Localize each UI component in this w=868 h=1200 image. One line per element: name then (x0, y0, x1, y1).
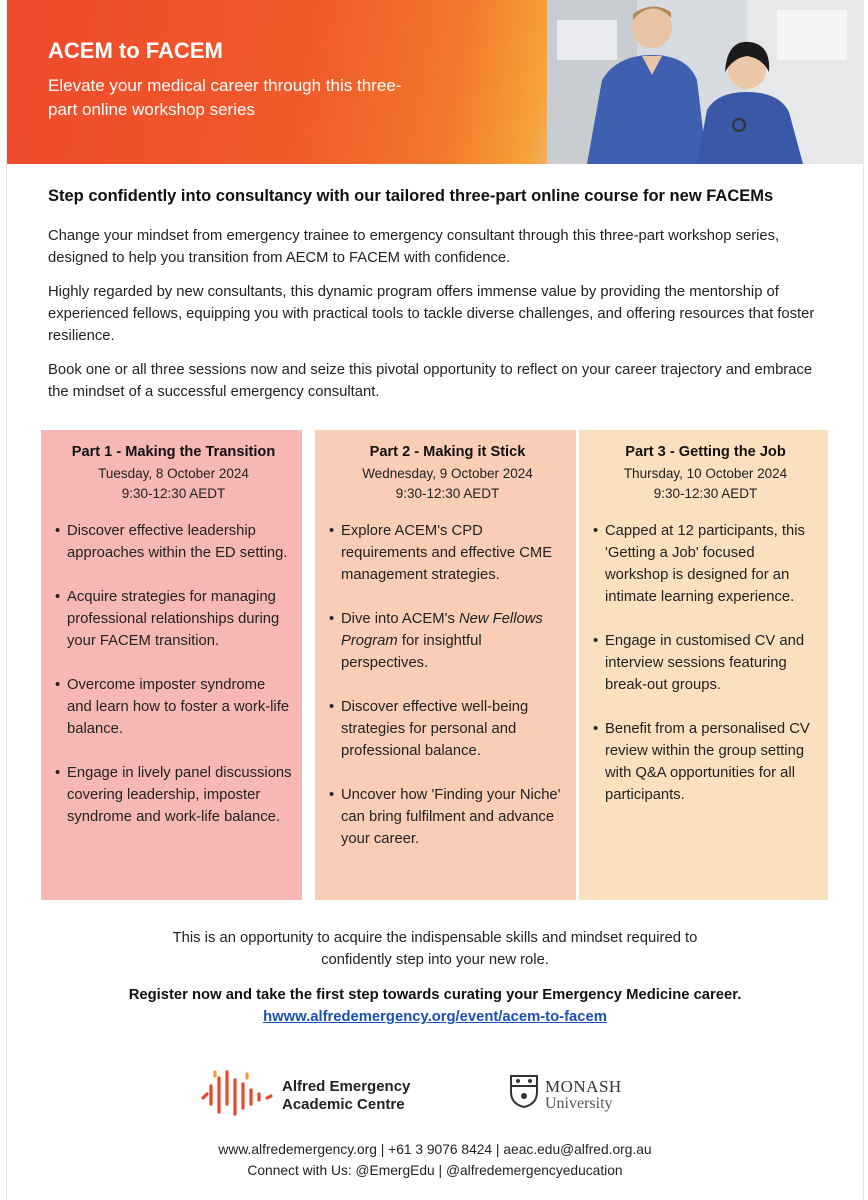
intro-paragraph-1: Change your mindset from emergency trainee to emergency consultant through this three-part workshop series, designed to help you transition from AECM to FACEM with confidence. (48, 228, 780, 266)
monash-logo-name: MONASH (545, 1077, 622, 1096)
footer-contact: www.alfredemergency.org | +61 3 9076 8424 | aeac.edu@alfred.org.au (218, 1142, 652, 1157)
part-1-time: 9:30-12:30 AEDT (121, 486, 226, 501)
part-1-card (41, 430, 302, 900)
intro-paragraph-2: Highly regarded by new consultants, this dynamic program offers immense value by providing the mentorship of experienced fellows, equipping you with practical tools to tackle diverse challenges, and offering resources that foster resilience. (48, 284, 815, 344)
part-3-date: Thursday, 10 October 2024 (623, 466, 788, 481)
banner-subtitle: Elevate your medical career through this three-part online workshop series (48, 76, 402, 119)
list-item: • Benefit from a personalised CV review within the group setting with Q&A opportunities for all participants. (605, 718, 818, 806)
part-3-list (593, 520, 818, 806)
footer-social: Connect with Us: @EmergEdu | @alfredemergencyeducation (247, 1163, 623, 1178)
intro-paragraph-3: Book one or all three sessions now and seize this pivotal opportunity to reflect on your career trajectory and embrace the mindset of a successful emergency consultant. (48, 362, 813, 400)
list-item: • Overcome imposter syndrome and learn how to foster a work-life balance. (67, 674, 292, 740)
part-1-list (55, 520, 292, 828)
part-2-time: 9:30-12:30 AEDT (395, 486, 500, 501)
list-item: • Capped at 12 participants, this 'Getting a Job' focused workshop is designed for an intimate learning experience. (605, 520, 818, 608)
program-name: New Fellows Program (341, 611, 543, 649)
list-item: • Acquire strategies for managing professional relationships during your FACEM transition. (67, 586, 292, 652)
monash-logo (509, 1074, 622, 1113)
list-item: • Explore ACEM's CPD requirements and effective CME management strategies. (341, 520, 566, 586)
alfred-logo (197, 1064, 411, 1125)
register-cta: Register now and take the first step towards curating your Emergency Medicine career. (128, 987, 742, 1003)
bullet-text: Dive into ACEM's (341, 611, 459, 627)
part-2-date: Wednesday, 9 October 2024 (362, 466, 533, 481)
alfred-logo-text: Alfred Emergency Academic Centre (282, 1078, 411, 1113)
part-2-title: Part 2 - Making it Stick (369, 444, 526, 460)
header-banner (7, 0, 863, 164)
part-2-card (315, 430, 576, 900)
part-3-card (579, 430, 828, 900)
hero-photo (547, 0, 863, 164)
event-link[interactable]: hwww.alfredemergency.org/event/acem-to-facem (263, 1009, 607, 1025)
list-item: • Engage in lively panel discussions covering leadership, imposter syndrome and work-life balance. (67, 762, 292, 828)
alfred-logo-icon (197, 1064, 277, 1120)
part-1-date: Tuesday, 8 October 2024 (98, 466, 249, 481)
monash-logo-sub: University (545, 1095, 613, 1112)
bullet-text: for insightful perspectives. (341, 633, 482, 671)
part-3-title: Part 3 - Getting the Job (625, 444, 786, 460)
part-1-title: Part 1 - Making the Transition (71, 444, 276, 460)
list-item: • Engage in customised CV and interview sessions featuring break-out groups. (605, 630, 818, 696)
intro-heading: Step confidently into consultancy with our tailored three-part online course for new FACEMs (48, 187, 774, 205)
monash-crest-icon (509, 1074, 539, 1108)
part-2-list (329, 520, 566, 850)
list-item: • Discover effective well-being strategies for personal and professional balance. (341, 696, 566, 762)
list-item: • Discover effective leadership approaches within the ED setting. (67, 520, 292, 564)
flyer (6, 0, 864, 1200)
list-item: • Uncover how 'Finding your Niche' can bring fulfilment and advance your career. (341, 784, 566, 850)
part-3-time: 9:30-12:30 AEDT (653, 486, 758, 501)
banner-title: ACEM to FACEM (48, 38, 223, 63)
closing-text: This is an opportunity to acquire the indispensable skills and mindset required to confidently step into your new role. (172, 930, 698, 968)
list-item (341, 608, 566, 674)
